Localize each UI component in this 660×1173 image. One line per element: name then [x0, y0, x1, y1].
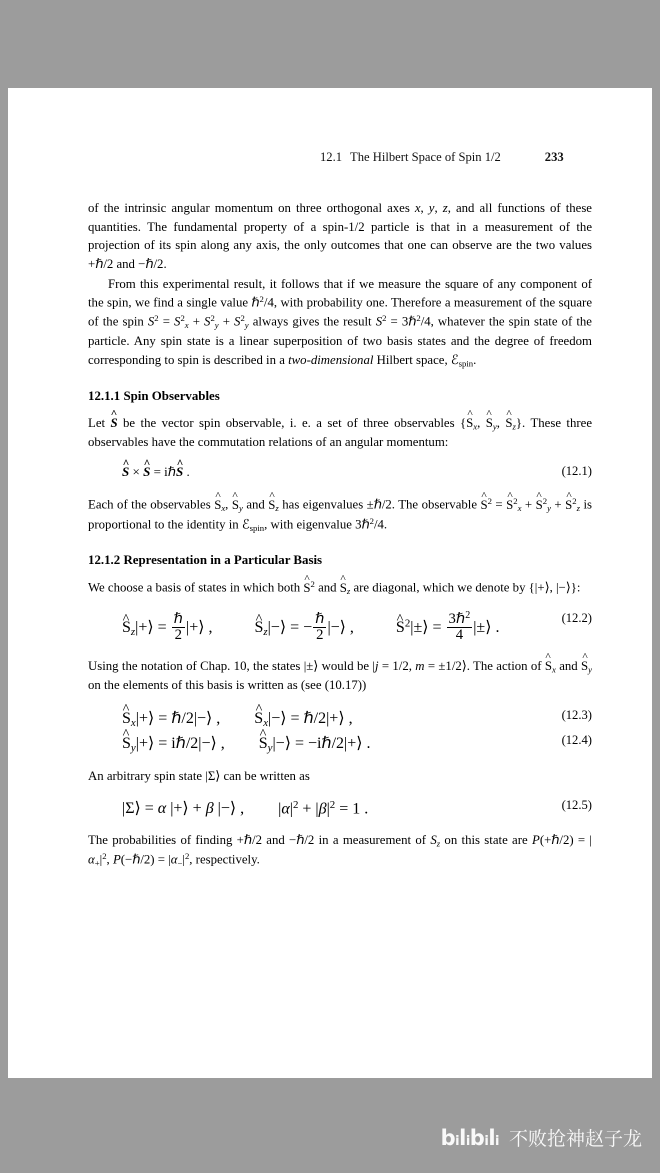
paragraph-2: From this experimental result, it follows that if we measure the square of any component of the spin, we find a single value ℏ$^2$/4, with probability one. Therefore a measurement of the square of the spin $S^2 = S^2_x + S^2_y + S^2_y$ always gives the result $S^2$ = 3ℏ$^2$/4, whatever the spin state of the particle. Any spin state is a linear superposition of two basis states and the degree of freedom corresponding to spin is described in a two-dimensional Hilbert space, ℰ$_{spin}$. [88, 276, 592, 368]
page-content [88, 150, 592, 870]
equation-12-2 [88, 611, 592, 644]
watermark-username: 不败抢神赵子龙 [508, 1129, 642, 1150]
paragraph-3: Let ^ S be the vector spin observable, i. e. a set of three observables {^ $S_x$, ^ $S_y$, ^ $S_z$}. These three observables have the commutation relations of an angular momentum: [88, 414, 592, 452]
equation-12-4-number: (12.4) [561, 732, 592, 747]
equation-12-5 [88, 798, 592, 818]
header-page-number: 233 [544, 150, 564, 164]
equation-12-2-body: ^ $S_z|+⟩$ = $\frac{\text{ℏ}}{2}$ |+⟩ , ^ $S_z|-⟩$ = − $\frac{\text{ℏ}}{2}$ |−⟩ , ^ $S^2|\pm⟩$ = $\frac{3\hbar^2}{4}$ |±⟩ . [88, 611, 592, 644]
paragraph-1: of the intrinsic angular momentum on three orthogonal axes x, y, z, and all functions of these quantities. The fundamental property of a spin-1/2 particle is that in a measurement of the projection of its spin along any axis, the only outcomes that one can observe are the two values +ℏ/2 and −ℏ/2. [88, 201, 592, 272]
bilibili-logo: bilibili [440, 1125, 499, 1150]
watermark [441, 1124, 642, 1151]
paragraph-4: Each of the observables ^ $S_x$, ^ $S_y$ and ^ $S_z$ has eigenvalues ±ℏ/2. The observable ^ $S^2$ = ^ $S^2_x$ + ^ $S^2_y$ + ^ $S^2_z$ is proportional to the identity in ℰ$_{spin}$, with eigenvalue 3ℏ$^2$/4. [88, 495, 592, 534]
equation-12-1-body: ^ S × ^ S = iℏ^ S . [88, 464, 592, 480]
section-heading-spin-observables: 12.1.1 Spin Observables [88, 388, 220, 403]
equation-12-4 [88, 733, 592, 754]
equation-12-1-number: (12.1) [561, 464, 592, 479]
section-heading-representation-basis: 12.1.2 Representation in a Particular Basis [88, 553, 323, 568]
equation-12-3-body: ^ $S_x|+⟩$ = ℏ/2|−⟩ , ^ $S_x|-⟩$ = ℏ/2|+⟩ , [88, 708, 592, 729]
equation-12-4-body: ^ $S_y|+⟩$ = iℏ/2|−⟩ , ^ $S_y|-⟩$ = −iℏ/2|+⟩ . [88, 733, 592, 754]
page-header [88, 150, 592, 165]
header-chapter-title: The Hilbert Space of Spin 1/2 [350, 150, 501, 164]
paragraph-6: Using the notation of Chap. 10, the states |±⟩ would be |j = 1/2, m = ±1/2⟩. The action of ^ $S_x$ and ^ $S_y$ on the elements of this basis is written as (see (10.17)) [88, 657, 592, 695]
header-chapter-number: 12.1 [320, 150, 343, 164]
equation-12-5-number: (12.5) [561, 798, 592, 813]
equation-12-5-body: |Σ⟩ = α |+⟩ + β |−⟩ , $|\alpha|^2 + |\beta|^2 = 1$ . [122, 798, 369, 818]
equation-12-3 [88, 708, 592, 729]
equation-12-2-number: (12.2) [561, 610, 592, 625]
equation-12-1 [88, 464, 592, 482]
equation-12-3-number: (12.3) [561, 707, 592, 722]
paragraph-5: We choose a basis of states in which both ^ $S^2$ and ^ $S_z$ are diagonal, which we denote by {|+⟩, |−⟩}: [88, 578, 592, 597]
paragraph-8: The probabilities of finding +ℏ/2 and −ℏ/2 in a measurement of $S_z$ on this state are P(+ℏ/2) = $|\alpha_+|^2$, P(−ℏ/2) = $|\alpha_-|^2$, respectively. [88, 833, 592, 869]
paragraph-7: An arbitrary spin state |Σ⟩ can be written as [88, 768, 310, 783]
document-page [8, 88, 652, 1078]
